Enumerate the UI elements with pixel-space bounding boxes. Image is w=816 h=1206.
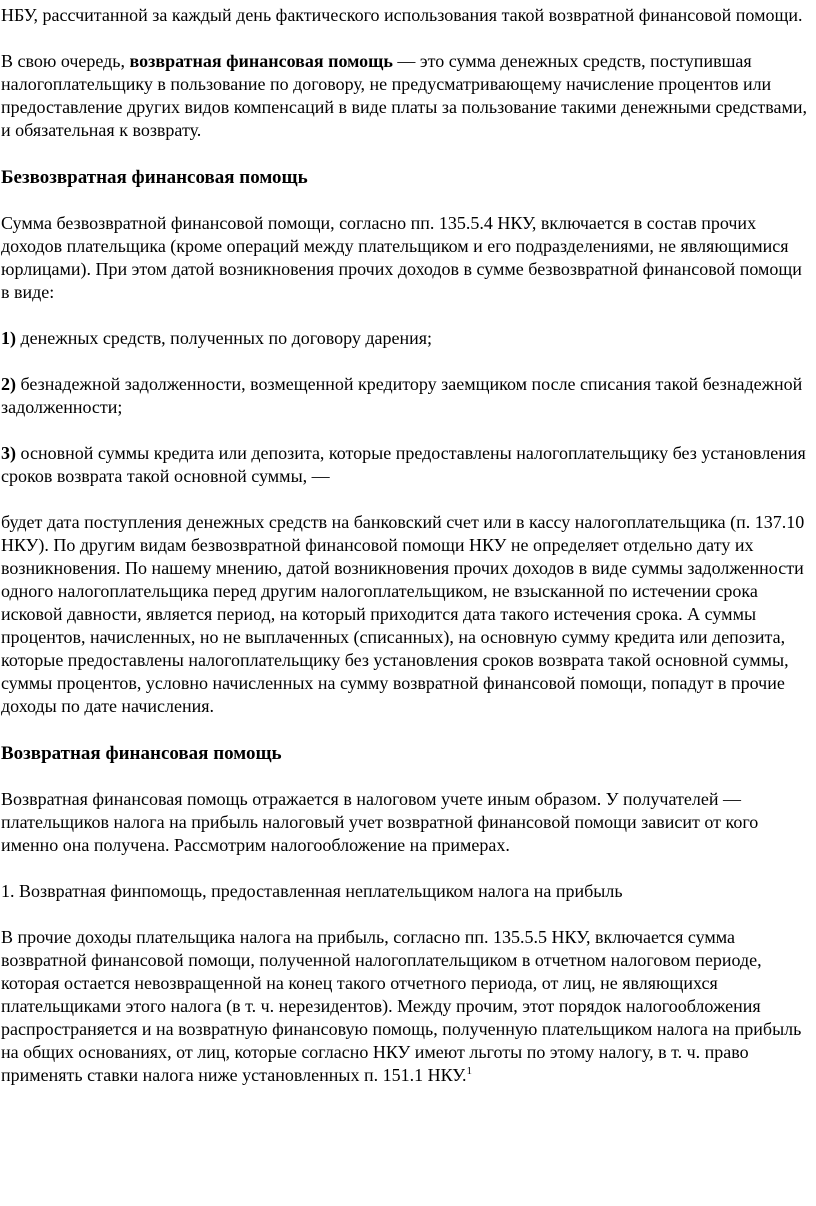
definition-lead-text: В свою очередь, <box>1 51 130 71</box>
section-heading-returnable: Возвратная финансовая помощь <box>1 743 282 764</box>
paragraph-returnable-intro: Возвратная финансовая помощь отражается в налоговом учете иным образом. У получателей — плательщиков налога на прибыль налоговый учет возвратной финансовой помощи зависит от кого именно она получена. Рассмотрим налогообложение на примерах. <box>1 789 759 855</box>
list-item-text: основной суммы кредита или депозита, которые предоставлены налогоплательщику без установления сроков возврата такой основной суммы, — <box>1 443 806 486</box>
paragraph-income-date: будет дата поступления денежных средств на банковский счет или в кассу налогоплательщика (п. 137.10 НКУ). По другим видам безвозвратной финансовой помощи НКУ не определяет отдельно дату их возникновения. По нашему мнению, датой возникновения прочих доходов в виде суммы задолженности одного налогоплательщика перед другим налогоплательщиком, не взысканной по истечении срока исковой давности, является период, на который приходится дата такого истечения срока. А суммы процентов, начисленных, но не выплаченных (списанных), на основную сумму кредита или депозита, которые предоставлены налогоплательщику без установления сроков возврата такой основной суммы, суммы процентов, условно начисленных на сумму возвратной финансовой помощи, попадут в прочие доходы по дате начисления. <box>1 512 805 716</box>
definition-term: возвратная финансовая помощь <box>129 51 393 71</box>
list-item <box>1 442 813 488</box>
footnote-marker: 1 <box>466 1065 473 1077</box>
paragraph-example-body <box>1 926 813 1087</box>
list-item <box>1 327 813 350</box>
list-item-text: безнадежной задолженности, возмещенной кредитору заемщиком после списания такой безнадежной задолженности; <box>1 374 803 417</box>
list-item <box>1 373 813 419</box>
example-body-text: В прочие доходы плательщика налога на прибыль, согласно пп. 135.5.5 НКУ, включается сумма возвратной финансовой помощи, полученной налогоплательщиком в отчетном налоговом периоде, которая остается невозвращенной на конец такого отчетного периода, от лиц, не являющихся плательщиками этого налога (в т. ч. нерезидентов). Между прочим, этот порядок налогообложения распространяется и на возвратную финансовую помощь, полученную плательщиком налога на прибыль на общих основаниях, от лиц, которые согласно НКУ имеют льготы по этому налогу, в т. ч. право применять ставки налога ниже установленных п. 151.1 НКУ. <box>1 927 802 1085</box>
list-item-number: 1) <box>1 328 16 348</box>
section-heading-nonreturnable: Безвозвратная финансовая помощь <box>1 167 308 188</box>
list-item-number: 2) <box>1 374 16 394</box>
paragraph-intro-continuation: НБУ, рассчитанной за каждый день фактического использования такой возвратной финансовой помощи. <box>1 5 803 25</box>
list-item-number: 3) <box>1 443 16 463</box>
paragraph-example-title: 1. Возвратная финпомощь, предоставленная неплательщиком налога на прибыль <box>1 881 623 901</box>
definition-body-text: — это сумма денежных средств, поступившая налогоплательщику в пользование по договору, не предусматривающему начисление процентов или предоставление других видов компенсаций в виде платы за пользование такими денежными средствами, и обязательная к возврату. <box>1 51 808 140</box>
paragraph-nonreturnable-intro: Сумма безвозвратной финансовой помощи, согласно пп. 135.5.4 НКУ, включается в состав прочих доходов плательщика (кроме операций между плательщиком и его подразделениями, не являющимися юрлицами). При этом датой возникновения прочих доходов в сумме безвозвратной финансовой помощи в виде: <box>1 213 802 302</box>
paragraph-returnable-definition <box>1 50 813 142</box>
list-item-text: денежных средств, полученных по договору дарения; <box>16 328 433 348</box>
